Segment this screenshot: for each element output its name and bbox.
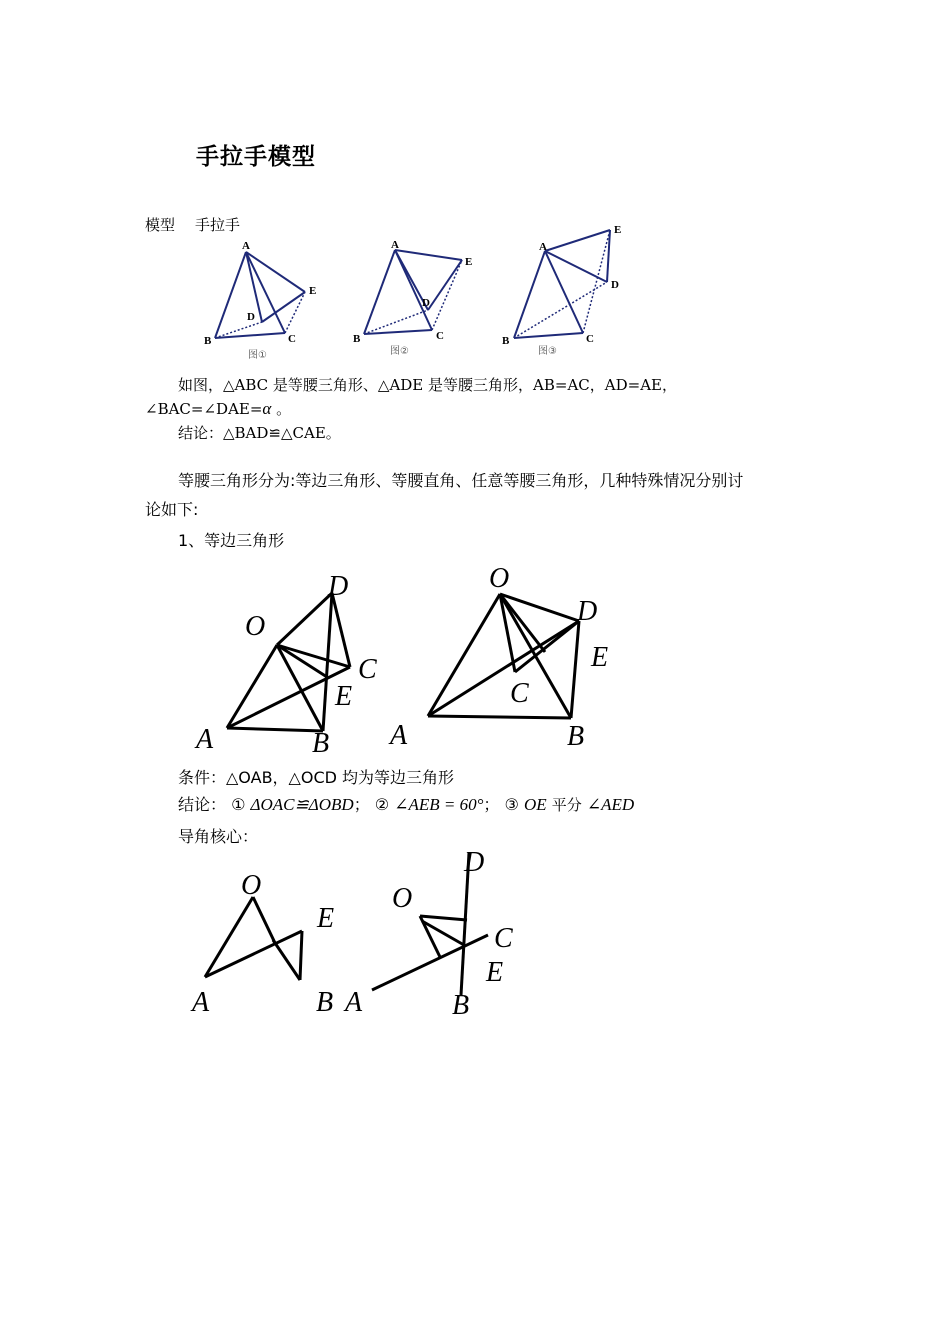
fig2-label-d: D	[422, 297, 430, 309]
condition-text: 条件：△OAB，△OCD 均为等边三角形	[178, 768, 455, 787]
section-heading	[145, 214, 240, 235]
conclusion-1-text: ΔOAC≌ΔOBD	[250, 795, 354, 814]
eq2-label-o: O	[489, 563, 510, 594]
core2-label-b: B	[452, 990, 470, 1021]
conclusion-label: 结论：	[178, 795, 227, 814]
intro-angle-suffix: 。	[271, 400, 292, 418]
figure-core-2	[340, 845, 530, 1025]
alpha-symbol: α	[262, 399, 272, 418]
fig3-label-b: B	[502, 335, 510, 347]
section-label: 模型	[145, 216, 176, 234]
fig1-label-b: B	[204, 335, 212, 347]
conclusion-3-angle: ∠AED	[586, 795, 635, 814]
fig1-caption: 图①	[248, 350, 267, 361]
figure-core-1	[185, 865, 355, 1025]
core1-label-b: B	[316, 987, 334, 1018]
eq2-label-d: D	[577, 596, 598, 627]
eq1-label-d: D	[328, 571, 349, 602]
eq2-label-a: A	[390, 720, 408, 751]
figure-equilateral-2	[385, 560, 635, 760]
conclusion-2-number: ②	[374, 795, 390, 814]
fig3-label-d: D	[611, 279, 619, 291]
eq1-label-a: A	[196, 724, 214, 755]
intro-conclusion: 结论：△BAD≌△CAE。	[178, 424, 341, 442]
eq1-label-c: C	[358, 654, 377, 685]
case1-condition	[178, 765, 454, 788]
fig3-caption: 图③	[538, 346, 557, 357]
eq2-label-b: B	[567, 721, 585, 752]
core2-label-d: D	[464, 847, 485, 878]
fig1-label-d: D	[247, 311, 255, 323]
conclusion-sep-1: ；	[353, 795, 370, 814]
core1-label-a: A	[192, 987, 210, 1018]
figure-isosceles-1	[200, 238, 330, 368]
fig2-label-a: A	[391, 239, 399, 251]
fig2-label-e: E	[465, 256, 473, 268]
fig3-label-a: A	[539, 241, 547, 253]
core1-label-e: E	[317, 903, 335, 934]
core2-label-e: E	[486, 957, 504, 988]
fig1-label-e: E	[309, 285, 317, 297]
conclusion-2-text: ∠AEB = 60°	[394, 795, 484, 814]
intro-line-2	[145, 398, 291, 419]
core2-label-c: C	[494, 923, 513, 954]
fig3-label-e: E	[614, 224, 622, 236]
core2-label-a: A	[345, 987, 363, 1018]
section-name: 手拉手	[195, 216, 241, 234]
core1-label-o: O	[241, 870, 262, 901]
fig3-label-c: C	[586, 333, 594, 345]
fig2-label-b: B	[353, 333, 361, 345]
case1-heading: 1、等边三角形	[178, 531, 285, 550]
conclusion-3-number: ③	[504, 795, 519, 814]
intro-angle-prefix: ∠BAC=∠DAE=	[145, 400, 263, 418]
fig2-caption: 图②	[390, 346, 409, 357]
eq1-label-o: O	[245, 611, 266, 642]
fig1-label-a: A	[242, 240, 250, 252]
figure-equilateral-1	[190, 565, 410, 765]
eq2-label-e: E	[591, 642, 609, 673]
eq1-label-b: B	[312, 728, 330, 759]
core-angle-heading: 导角核心：	[178, 827, 259, 846]
fig1-label-c: C	[288, 333, 296, 345]
conclusion-sep-2: ；	[483, 795, 500, 814]
intro-line-1: 如图，△ABC 是等腰三角形、△ADE 是等腰三角形，AB=AC，AD=AE，	[178, 376, 677, 394]
eq1-label-e: E	[335, 681, 353, 712]
figure-isosceles-3	[500, 220, 640, 360]
conclusion-3-oe: OE	[523, 795, 547, 814]
core2-label-o: O	[392, 883, 413, 914]
fig2-label-c: C	[436, 330, 444, 342]
conclusion-3-bisect: 平分	[551, 796, 582, 814]
case1-conclusion	[178, 792, 634, 815]
discussion-line-2: 论如下:	[145, 500, 199, 519]
page-title: 手拉手模型	[196, 144, 316, 170]
eq2-label-c: C	[510, 678, 529, 709]
figure-isosceles-2	[350, 238, 490, 368]
discussion-line-1: 等腰三角形分为:等边三角形、等腰直角、任意等腰三角形，几种特殊情况分别讨	[178, 471, 744, 490]
conclusion-1-number: ①	[231, 795, 246, 814]
